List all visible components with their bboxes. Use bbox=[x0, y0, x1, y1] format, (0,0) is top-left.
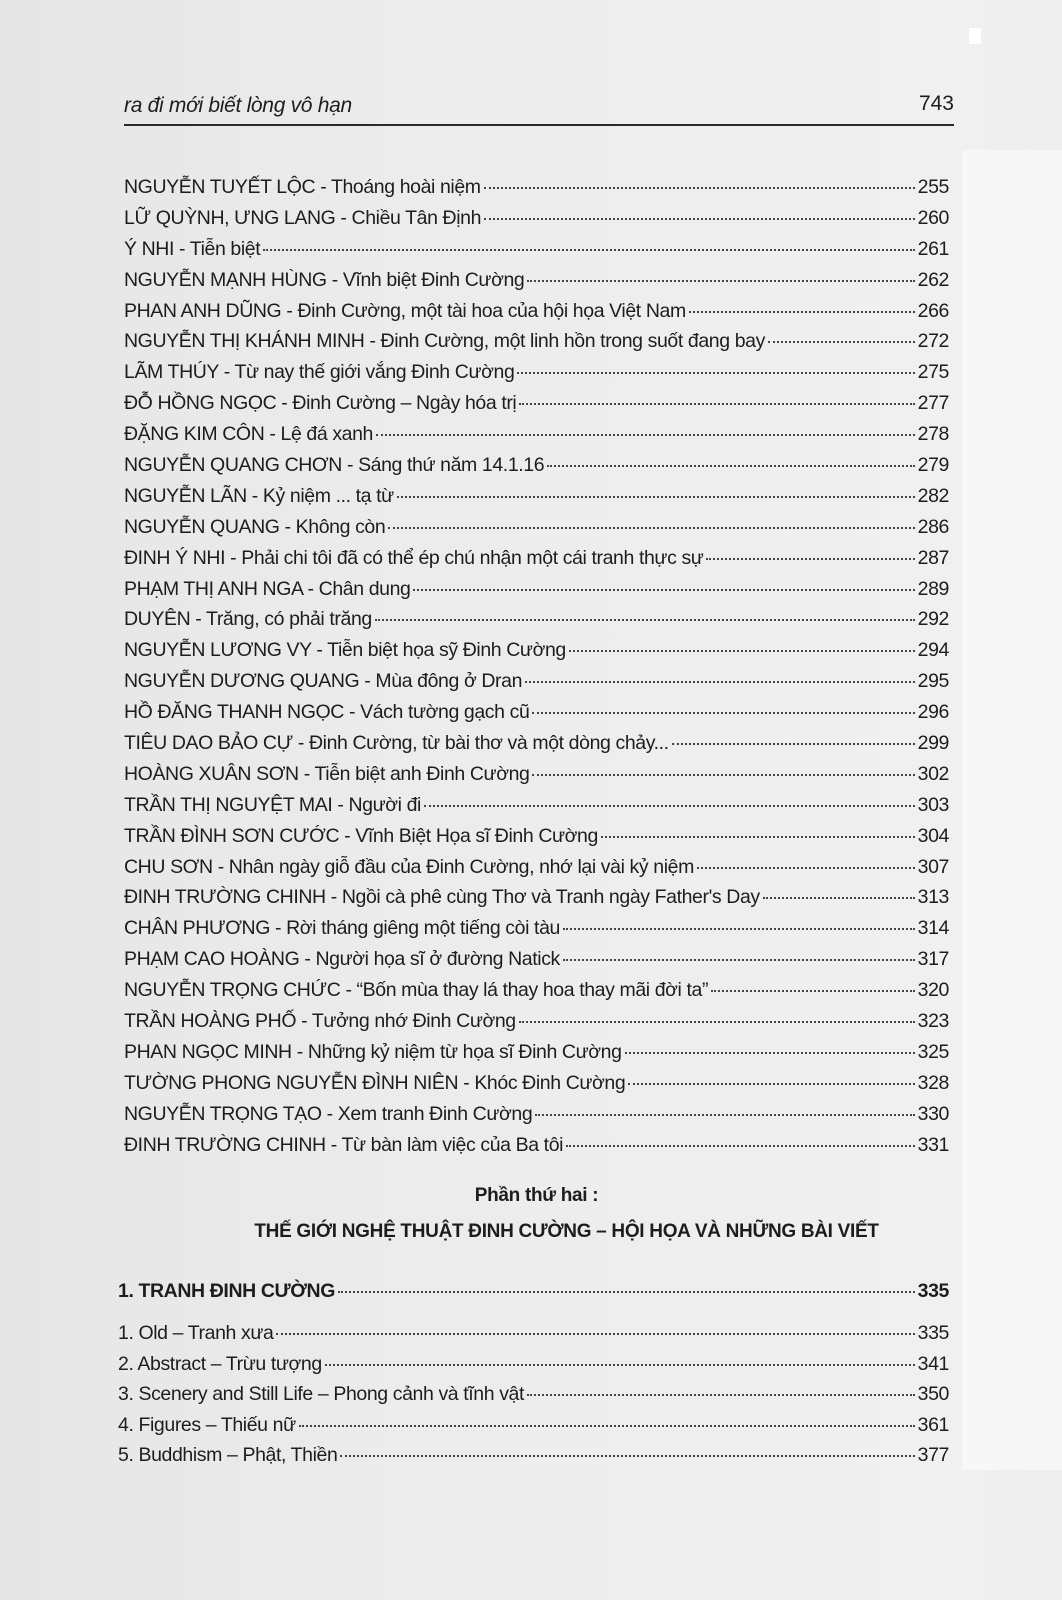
toc-entry bbox=[124, 794, 949, 825]
toc-entry-title: PHẠM THỊ ANH NGA - Chân dung bbox=[124, 577, 411, 600]
toc-entry bbox=[124, 578, 949, 609]
toc-entry-title: PHAN ANH DŨNG - Đinh Cường, một tài hoa của hội họa Việt Nam bbox=[124, 299, 686, 322]
dot-leader bbox=[532, 774, 914, 776]
toc-entry-title: NGUYỄN TRỌNG TẠO - Xem tranh Đinh Cường bbox=[124, 1102, 533, 1125]
toc-entry bbox=[124, 1072, 949, 1103]
toc-entry-page: 302 bbox=[917, 762, 949, 785]
toc-entry-title: NGUYỄN QUANG CHƠN - Sáng thứ năm 14.1.16 bbox=[124, 454, 545, 477]
toc-entry-page: 286 bbox=[917, 515, 949, 538]
toc-entry-title: NGUYỄN LÃN - Kỷ niệm ... tạ từ bbox=[124, 484, 394, 507]
dot-leader bbox=[263, 249, 914, 251]
toc-entry bbox=[124, 670, 949, 701]
dot-leader bbox=[625, 1052, 915, 1054]
toc-entry-title: HOÀNG XUÂN SƠN - Tiễn biệt anh Đinh Cường bbox=[124, 762, 530, 785]
dot-leader bbox=[484, 187, 915, 189]
dot-leader bbox=[413, 589, 914, 591]
toc-entry bbox=[124, 176, 949, 207]
toc-entry-title: NGUYỄN MẠNH HÙNG - Vĩnh biệt Đinh Cường bbox=[124, 268, 525, 291]
toc-entry-page: 330 bbox=[917, 1102, 949, 1125]
toc-entry-title: TƯỜNG PHONG NGUYỄN ĐÌNH NIÊN - Khóc Đinh Cường bbox=[124, 1071, 626, 1094]
toc-entry bbox=[124, 886, 949, 917]
toc-entry-page: 325 bbox=[917, 1040, 949, 1063]
toc-entry-title: PHẠM CAO HOÀNG - Người họa sĩ ở đường Natick bbox=[124, 948, 560, 971]
toc-entry bbox=[124, 1041, 949, 1072]
page-number: 743 bbox=[918, 92, 954, 115]
dot-leader bbox=[527, 280, 914, 282]
toc-entry-page: 307 bbox=[917, 855, 949, 878]
toc-entry-title: NGUYỄN THỊ KHÁNH MINH - Đinh Cường, một linh hồn trong suốt đang bay bbox=[124, 330, 765, 353]
dot-leader bbox=[519, 403, 914, 405]
toc-entry-page: 313 bbox=[917, 886, 949, 909]
toc-entry-title: TRẦN THỊ NGUYỆT MAI - Người đi bbox=[124, 793, 421, 816]
toc-entry-title: ĐINH TRƯỜNG CHINH - Ngồi cà phê cùng Thơ và Tranh ngày Father's Day bbox=[124, 886, 760, 909]
toc-entry-page: 282 bbox=[917, 484, 949, 507]
toc-entry bbox=[124, 1134, 949, 1165]
dot-leader bbox=[711, 990, 915, 992]
dot-leader bbox=[424, 805, 915, 807]
toc-entry bbox=[124, 300, 949, 331]
toc-entry-title: ĐINH Ý NHI - Phải chi tôi đã có thể ép chú nhận một cái tranh thực sự bbox=[124, 546, 704, 569]
toc-entry bbox=[124, 485, 949, 516]
toc-entry-page: 314 bbox=[917, 917, 949, 940]
toc-entry bbox=[124, 948, 949, 979]
toc-entry bbox=[124, 361, 949, 392]
toc-entry bbox=[124, 701, 949, 732]
dot-leader bbox=[299, 1425, 915, 1427]
part-title: THẾ GIỚI NGHỆ THUẬT ĐINH CƯỜNG – HỘI HỌA VÀ NHỮNG BÀI VIẾT bbox=[254, 1221, 879, 1242]
dot-leader bbox=[601, 836, 915, 838]
dot-leader bbox=[768, 341, 915, 343]
toc-entry-page: 287 bbox=[917, 546, 949, 569]
toc-entry-page: 292 bbox=[917, 608, 949, 631]
dot-leader bbox=[276, 1333, 914, 1335]
toc-entry-title: TIÊU DAO BẢO CỰ - Đinh Cường, từ bài thơ và một dòng chảy... bbox=[124, 732, 669, 755]
toc-entry-page: 262 bbox=[917, 268, 949, 291]
toc-entry-title: TRẦN ĐÌNH SƠN CƯỚC - Vĩnh Biệt Họa sĩ Đinh Cường bbox=[124, 824, 598, 847]
dot-leader bbox=[547, 465, 914, 467]
toc-entry-title: LÃM THÚY - Từ nay thế giới vắng Đinh Cường bbox=[124, 361, 515, 384]
dot-leader bbox=[672, 743, 915, 745]
toc-entry-title: TRẦN HOÀNG PHỐ - Tưởng nhớ Đinh Cường bbox=[124, 1010, 516, 1033]
dot-leader bbox=[517, 372, 914, 374]
dot-leader bbox=[566, 1145, 915, 1147]
dot-leader bbox=[532, 712, 914, 714]
dot-leader bbox=[706, 558, 914, 560]
toc-entry-title: 2. Abstract – Trừu tượng bbox=[118, 1352, 322, 1375]
toc-entry-page: 341 bbox=[917, 1352, 949, 1375]
dot-leader bbox=[697, 867, 915, 869]
toc-entry-page: 328 bbox=[917, 1071, 949, 1094]
toc-entry-title: NGUYỄN LƯƠNG VY - Tiễn biệt họa sỹ Đinh Cường bbox=[124, 639, 566, 662]
dot-leader bbox=[484, 218, 915, 220]
toc-entry-page: 275 bbox=[917, 361, 949, 384]
toc-entry bbox=[124, 979, 949, 1010]
toc-entry-page: 304 bbox=[917, 824, 949, 847]
dot-leader bbox=[525, 681, 915, 683]
toc-entry bbox=[124, 917, 949, 948]
toc-entry-page: 299 bbox=[917, 732, 949, 755]
toc-entry-page: 335 bbox=[917, 1322, 949, 1344]
scan-corner-mark bbox=[969, 28, 981, 44]
toc-entry-title: HỒ ĐĂNG THANH NGỌC - Vách tường gạch cũ bbox=[124, 701, 530, 724]
toc-entry bbox=[124, 608, 949, 639]
toc-entry-title: CHÂN PHƯƠNG - Rời tháng giêng một tiếng còi tàu bbox=[124, 917, 560, 940]
dot-leader bbox=[689, 311, 915, 313]
toc-section-page: 335 bbox=[917, 1280, 949, 1302]
toc-entry bbox=[118, 1414, 949, 1445]
toc-entry bbox=[124, 330, 949, 361]
toc-entry bbox=[124, 763, 949, 794]
part-two-heading bbox=[124, 1185, 949, 1243]
page-header bbox=[124, 92, 954, 126]
toc-entry-page: 303 bbox=[917, 793, 949, 816]
toc-entry-title: ĐINH TRƯỜNG CHINH - Từ bàn làm việc của Ba tôi bbox=[124, 1133, 564, 1156]
toc-entry-title: 1. Old – Tranh xưa bbox=[118, 1322, 274, 1344]
toc-entry-title: NGUYỄN DƯƠNG QUANG - Mùa đông ở Dran bbox=[124, 670, 523, 693]
toc-entry-title: PHAN NGỌC MINH - Những kỷ niệm từ họa sĩ Đinh Cường bbox=[124, 1040, 622, 1063]
toc-entry-title: Ý NHI - Tiễn biệt bbox=[124, 237, 261, 260]
dot-leader bbox=[325, 1364, 915, 1366]
toc-entry bbox=[124, 547, 949, 578]
toc-entry bbox=[124, 207, 949, 238]
toc-entry bbox=[124, 392, 949, 423]
toc-entry bbox=[124, 1103, 949, 1134]
toc-entry bbox=[124, 639, 949, 670]
toc-entry-page: 278 bbox=[917, 423, 949, 446]
toc-entry-page: 350 bbox=[917, 1383, 949, 1405]
toc-entry-page: 255 bbox=[917, 176, 949, 198]
table-of-contents bbox=[124, 176, 949, 1165]
toc-entry-title: 4. Figures – Thiếu nữ bbox=[118, 1413, 296, 1436]
toc-entry bbox=[124, 269, 949, 300]
toc-entry-page: 377 bbox=[917, 1444, 949, 1466]
toc-entry-page: 261 bbox=[917, 237, 949, 260]
part-two-contents bbox=[118, 1280, 949, 1475]
toc-entry-title: 5. Buddhism – Phật, Thiền bbox=[118, 1444, 338, 1466]
toc-entry-page: 260 bbox=[917, 206, 949, 229]
dot-leader bbox=[375, 619, 915, 621]
dot-leader bbox=[563, 928, 915, 930]
toc-entry bbox=[124, 454, 949, 485]
dot-leader bbox=[376, 434, 915, 436]
toc-entry-title: CHU SƠN - Nhân ngày giỗ đầu của Đinh Cường, nhớ lại vài kỷ niệm bbox=[124, 855, 694, 878]
toc-entry-page: 323 bbox=[917, 1010, 949, 1033]
toc-entry-page: 320 bbox=[917, 979, 949, 1002]
toc-entry bbox=[124, 516, 949, 547]
dot-leader bbox=[519, 1021, 915, 1023]
toc-entry-title: NGUYỄN QUANG - Không còn bbox=[124, 515, 386, 538]
toc-entry bbox=[124, 825, 949, 856]
toc-entry-page: 289 bbox=[917, 577, 949, 600]
toc-entry-page: 272 bbox=[917, 330, 949, 353]
toc-entry bbox=[118, 1322, 949, 1353]
toc-entry bbox=[124, 423, 949, 454]
dot-leader bbox=[340, 1455, 914, 1457]
toc-entry-page: 266 bbox=[917, 299, 949, 322]
toc-entry-page: 279 bbox=[917, 454, 949, 477]
scan-margin-strip bbox=[962, 150, 1062, 1470]
toc-entry-title: ĐỖ HỒNG NGỌC - Đinh Cường – Ngày hóa trị bbox=[124, 392, 517, 415]
dot-leader bbox=[628, 1083, 914, 1085]
toc-entry-page: 294 bbox=[917, 639, 949, 662]
dot-leader bbox=[397, 496, 915, 498]
toc-entry-page: 317 bbox=[917, 948, 949, 971]
running-title: ra đi mới biết lòng vô hạn bbox=[124, 94, 352, 117]
toc-entry bbox=[124, 1010, 949, 1041]
toc-entry-title: ĐẶNG KIM CÔN - Lệ đá xanh bbox=[124, 423, 374, 446]
toc-entry bbox=[118, 1353, 949, 1384]
dot-leader bbox=[563, 959, 915, 961]
toc-entry-title: NGUYỄN TRỌNG CHỨC - “Bốn mùa thay lá thay hoa thay mãi đời ta” bbox=[124, 979, 709, 1002]
part-label: Phần thứ hai : bbox=[474, 1185, 599, 1206]
dot-leader bbox=[535, 1114, 914, 1116]
toc-entry bbox=[124, 732, 949, 763]
toc-entry-title: 3. Scenery and Still Life – Phong cảnh và tĩnh vật bbox=[118, 1383, 525, 1405]
toc-entry bbox=[118, 1383, 949, 1414]
toc-entry-page: 361 bbox=[917, 1413, 949, 1436]
toc-entry-title: DUYÊN - Trăng, có phải trăng bbox=[124, 608, 372, 631]
dot-leader bbox=[388, 527, 914, 529]
toc-entry bbox=[124, 238, 949, 269]
toc-entry-page: 277 bbox=[917, 392, 949, 415]
dot-leader bbox=[527, 1394, 915, 1396]
dot-leader bbox=[569, 650, 915, 652]
toc-entry-title: NGUYỄN TUYẾT LỘC - Thoáng hoài niệm bbox=[124, 176, 481, 198]
toc-section-title: 1. TRANH ĐINH CƯỜNG bbox=[118, 1280, 335, 1302]
toc-entry-page: 331 bbox=[917, 1133, 949, 1156]
dot-leader bbox=[338, 1291, 915, 1293]
toc-entry-page: 295 bbox=[917, 670, 949, 693]
toc-entry-title: LỮ QUỲNH, ƯNG LANG - Chiều Tân Định bbox=[124, 206, 482, 229]
dot-leader bbox=[763, 897, 915, 899]
toc-entry-page: 296 bbox=[917, 701, 949, 724]
toc-entry bbox=[118, 1444, 949, 1475]
toc-entry bbox=[124, 856, 949, 887]
toc-section-row bbox=[118, 1280, 949, 1322]
